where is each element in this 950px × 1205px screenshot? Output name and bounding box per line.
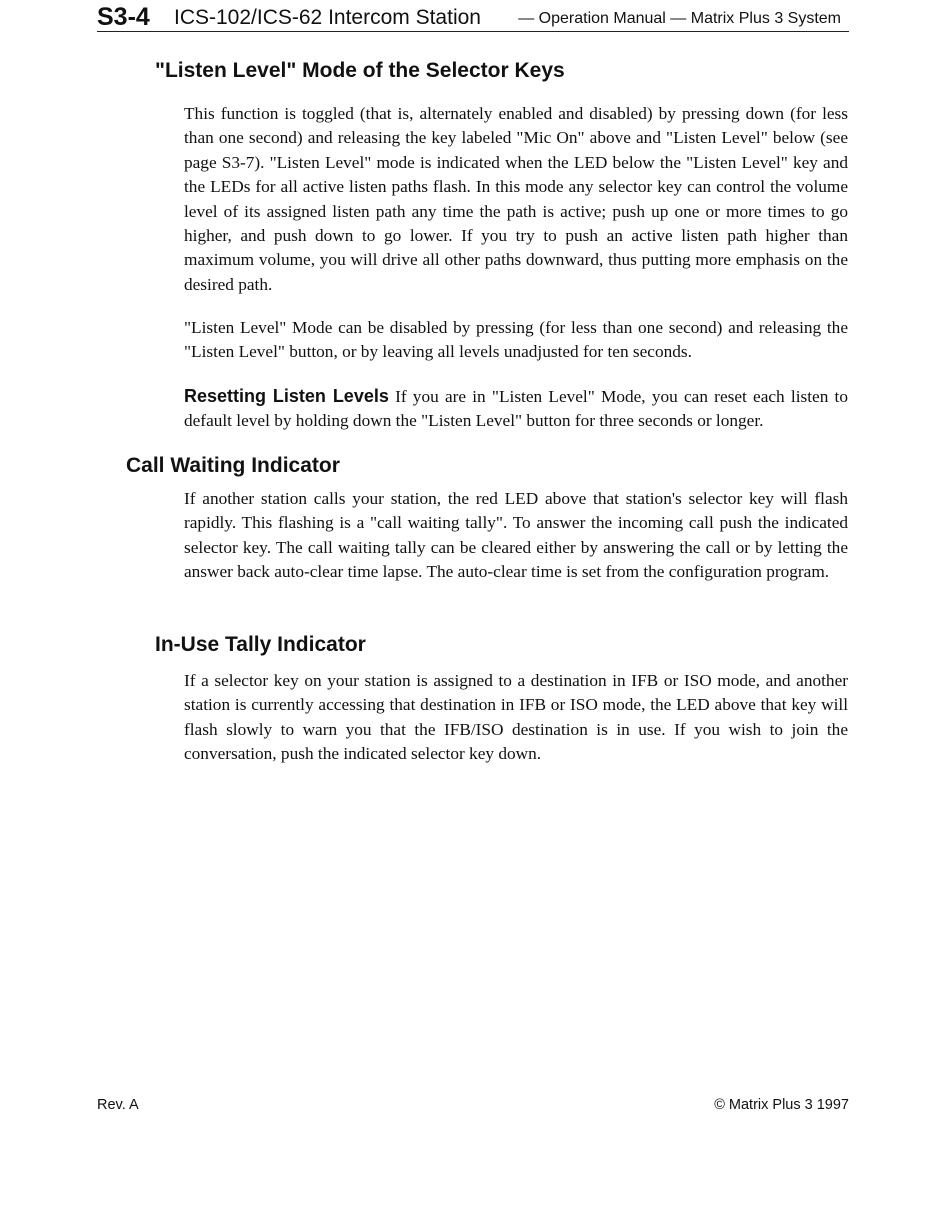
page-header [97, 2, 849, 32]
paragraph-resetting-listen-levels [184, 384, 848, 434]
run-in-heading-resetting-listen-levels: Resetting Listen Levels [184, 386, 389, 406]
paragraph-call-waiting: If another station calls your station, the red LED above that station's selector key will flash rapidly. This flashing is a "call waiting tally". To answer the incoming call push the indicated selector key. The call waiting tally can be cleared either by answering the call or by letting the answer back auto-clear time lapse. The auto-clear time is set from the configuration program. [184, 489, 848, 582]
heading-in-use-tally-indicator: In-Use Tally Indicator [155, 633, 366, 656]
resetting-listen-levels-text: If you are in "Listen Level" Mode, you can reset each listen to default level by holding down the "Listen Level" button for three seconds or longer. [184, 387, 848, 431]
paragraph-listen-level-disable: "Listen Level" Mode can be disabled by pressing (for less than one second) and releasing the "Listen Level" button, or by leaving all levels unadjusted for ten seconds. [184, 318, 848, 362]
footer-copyright: © Matrix Plus 3 1997 [714, 1097, 849, 1113]
footer-revision: Rev. A [97, 1097, 139, 1113]
paragraph-listen-level-description: This function is toggled (that is, alternately enabled and disabled) by pressing down (for less than one second) and releasing the key labeled "Mic On" above and "Listen Level" below (see page S3-7). "Listen Level" mode is indicated when the LED below the "Listen Level" key and the LEDs for all active listen paths flash. In this mode any selector key can control the volume level of its assigned listen path any time the path is active; push up one or more times to go higher, and push down to go lower. If you try to push an active listen path higher than maximum volume, you will drive all other paths downward, thus putting more emphasis on the desired path. [184, 104, 848, 294]
document-title: ICS-102/ICS-62 Intercom Station [174, 6, 481, 29]
document-subtitle: — Operation Manual — Matrix Plus 3 System [518, 10, 841, 27]
heading-call-waiting-indicator: Call Waiting Indicator [126, 454, 340, 477]
page-number: S3-4 [97, 3, 150, 31]
paragraph-in-use-tally: If a selector key on your station is assigned to a destination in IFB or ISO mode, and another station is currently accessing that destination in IFB or ISO mode, the LED above that key will flash slowly to warn you that the IFB/ISO destination is in use. If you wish to join the conversation, push the indicated selector key down. [184, 671, 848, 764]
heading-listen-level-mode: "Listen Level" Mode of the Selector Keys [155, 59, 565, 82]
